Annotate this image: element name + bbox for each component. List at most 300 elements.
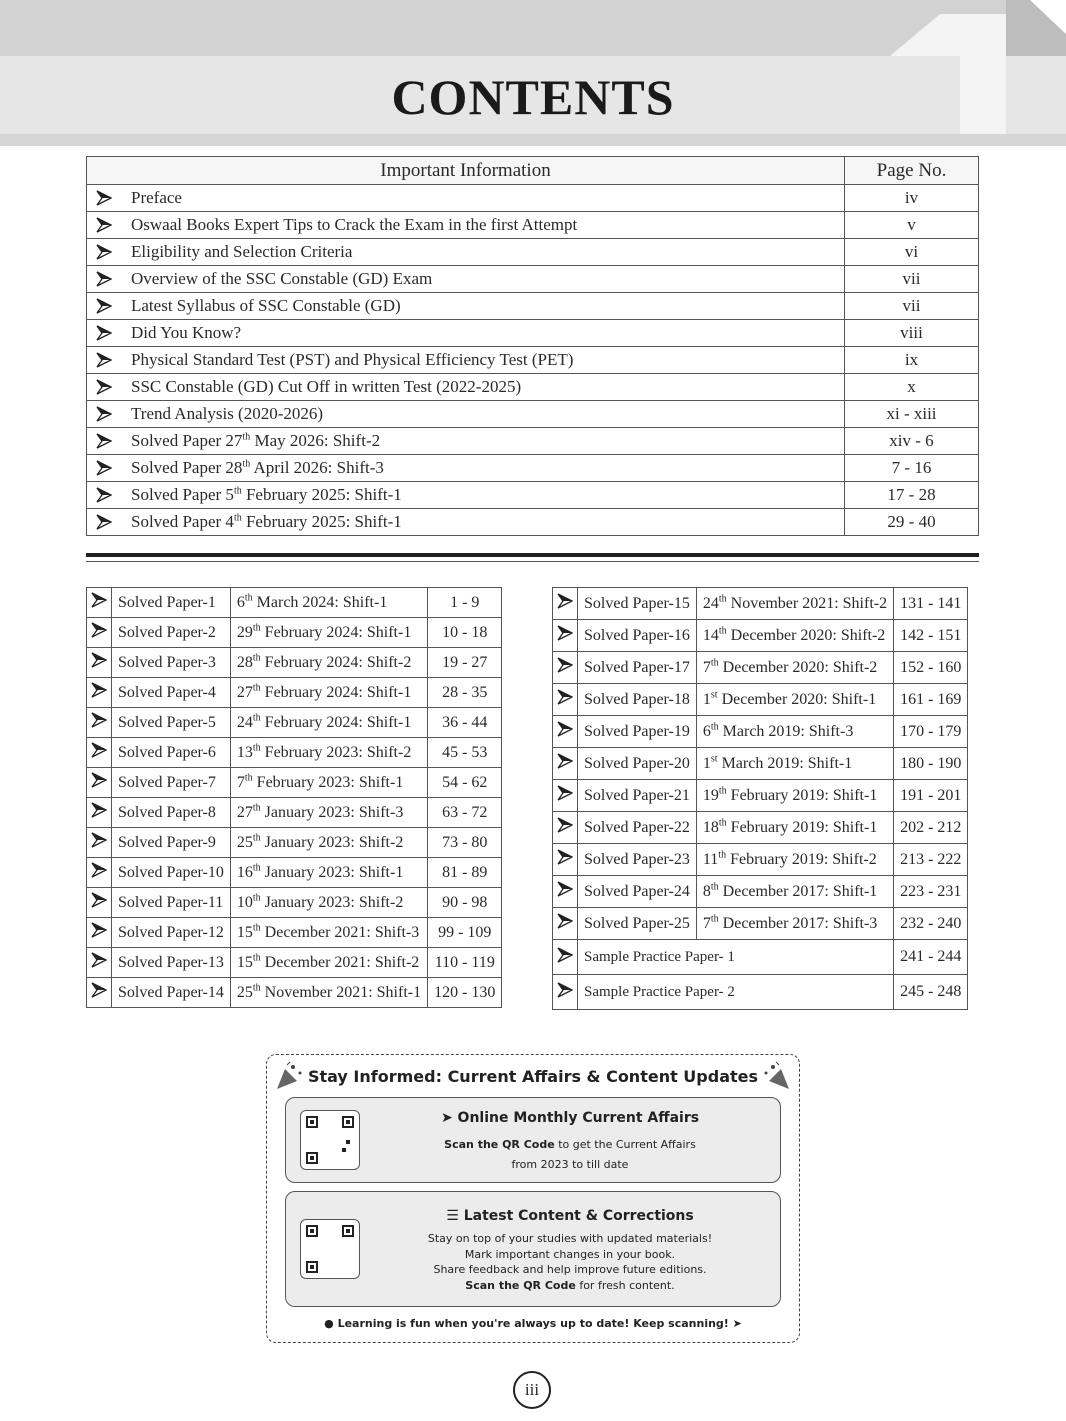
- paper-row: [553, 620, 968, 652]
- arrow-bullet-icon: [91, 772, 107, 788]
- paper-day: 29: [236, 623, 253, 641]
- arrow-cell: [87, 918, 112, 948]
- paper-date-rest: November 2021: Shift-1: [260, 983, 422, 1001]
- page-title: CONTENTS: [391, 69, 675, 125]
- paper-name: Solved Paper-25: [578, 908, 697, 940]
- arrow-cell: [87, 948, 112, 978]
- paper-pages: 142 - 151: [894, 620, 968, 652]
- paper-date-rest: February 2024: Shift-1: [260, 623, 412, 641]
- paper-day-suffix: th: [710, 657, 719, 669]
- row-title: [121, 509, 845, 536]
- latest-content-line3: Share feedback and help improve future editions.: [433, 1263, 707, 1276]
- scan-qr-bold-2: Scan the QR Code: [465, 1279, 576, 1292]
- paper-name: Solved Paper-2: [112, 618, 231, 648]
- papers-table-right: [552, 587, 968, 1010]
- row-title: [121, 482, 845, 509]
- paper-pages: 36 - 44: [428, 708, 502, 738]
- paper-day-suffix: st: [710, 753, 718, 765]
- current-affairs-title-wrap: [368, 1110, 772, 1126]
- paper-day: 25: [236, 983, 253, 1001]
- table-row: [87, 239, 979, 266]
- arrow-bullet-icon: [557, 817, 573, 833]
- row-title: [121, 428, 845, 455]
- table-row: [87, 509, 979, 536]
- paper-name: Solved Paper-22: [578, 812, 697, 844]
- arrow-cell: [553, 588, 578, 620]
- arrow-cell: [87, 401, 122, 428]
- arrow-bullet-icon: [96, 352, 112, 368]
- updates-box: [266, 1054, 800, 1343]
- row-title: [121, 212, 845, 239]
- page-number: iii: [513, 1371, 551, 1409]
- paper-name: Solved Paper-8: [112, 798, 231, 828]
- important-info-body: [87, 185, 979, 536]
- paper-day: 15: [236, 923, 253, 941]
- table-row: [87, 455, 979, 482]
- paper-pages: 170 - 179: [894, 716, 968, 748]
- paper-day-suffix: th: [718, 849, 727, 861]
- paper-row: [553, 876, 968, 908]
- paper-date-rest: December 2020: Shift-1: [717, 690, 877, 708]
- arrow-cell: [553, 876, 578, 908]
- arrow-bullet-icon: [557, 721, 573, 737]
- paper-pages: 120 - 130: [428, 978, 502, 1008]
- paper-day: 27: [236, 683, 253, 701]
- paper-day: 18: [702, 818, 719, 836]
- arrow-cell: [87, 428, 122, 455]
- arrow-bullet-icon: [96, 433, 112, 449]
- paper-date-rest: January 2023: Shift-1: [260, 863, 404, 881]
- arrow-cell: [87, 239, 122, 266]
- paper-date: [696, 876, 893, 908]
- paper-name: Solved Paper-10: [112, 858, 231, 888]
- paper-date-rest: December 2017: Shift-3: [718, 914, 878, 932]
- arrow-cell: [87, 708, 112, 738]
- paper-day-suffix: th: [252, 802, 261, 814]
- paper-row: [553, 780, 968, 812]
- paper-day-suffix: th: [252, 652, 261, 664]
- arrow-cell: [87, 212, 122, 239]
- paper-pages: 110 - 119: [428, 948, 502, 978]
- latest-content-line2: Mark important changes in your book.: [464, 1248, 676, 1261]
- paper-day: 7: [702, 914, 711, 932]
- row-page: v: [845, 212, 979, 239]
- arrow-cell: [87, 588, 112, 618]
- scan-qr-bold: Scan the QR Code: [444, 1138, 555, 1151]
- latest-content-panel: [285, 1191, 781, 1307]
- paper-name: Solved Paper-9: [112, 828, 231, 858]
- paper-row: [87, 888, 502, 918]
- arrow-cell: [87, 185, 122, 212]
- paper-date-rest: February 2023: Shift-1: [252, 773, 404, 791]
- paper-name: Solved Paper-6: [112, 738, 231, 768]
- arrow-cell: [87, 648, 112, 678]
- paper-day-suffix: th: [252, 982, 261, 994]
- paper-day-suffix: th: [244, 592, 253, 604]
- arrow-bullet-icon: [557, 947, 573, 963]
- paper-day: 14: [702, 626, 719, 644]
- paper-date-rest: January 2023: Shift-3: [260, 803, 404, 821]
- paper-date: [696, 908, 893, 940]
- arrow-cell: [553, 652, 578, 684]
- paper-pages: 19 - 27: [428, 648, 502, 678]
- paper-day-suffix: th: [718, 593, 727, 605]
- paper-name: Solved Paper-4: [112, 678, 231, 708]
- paper-day: 7: [702, 658, 711, 676]
- row-title: [121, 374, 845, 401]
- paper-date: [696, 844, 893, 876]
- paper-row: [553, 748, 968, 780]
- paper-day-suffix: th: [252, 862, 261, 874]
- paper-day: 15: [236, 953, 253, 971]
- arrow-bullet-icon: [96, 271, 112, 287]
- paper-date: [230, 978, 427, 1008]
- row-title: [121, 347, 845, 374]
- paper-name: Solved Paper-5: [112, 708, 231, 738]
- row-text-post: February 2025: Shift-1: [241, 512, 402, 531]
- arrow-bullet-icon: [96, 244, 112, 260]
- row-page: 7 - 16: [845, 455, 979, 482]
- paper-date-rest: December 2021: Shift-3: [260, 923, 420, 941]
- arrow-cell: [87, 978, 112, 1008]
- paper-day: 7: [236, 773, 245, 791]
- paper-day: 8: [702, 882, 711, 900]
- table-row: [87, 185, 979, 212]
- paper-date: [230, 888, 427, 918]
- paper-name: Solved Paper-21: [578, 780, 697, 812]
- arrow-bullet-icon: [557, 625, 573, 641]
- paper-pages: 45 - 53: [428, 738, 502, 768]
- arrow-cell: [553, 940, 578, 975]
- section-divider-thin: [86, 561, 979, 562]
- paper-date: [230, 678, 427, 708]
- row-text-post: May 2026: Shift-2: [250, 431, 381, 450]
- row-title: [121, 293, 845, 320]
- row-page: vii: [845, 266, 979, 293]
- paper-date-rest: March 2019: Shift-3: [718, 722, 854, 740]
- arrow-bullet-icon: [557, 689, 573, 705]
- paper-day-suffix: th: [252, 622, 261, 634]
- paper-name: Solved Paper-20: [578, 748, 697, 780]
- arrow-cell: [87, 455, 122, 482]
- row-text: Preface: [131, 188, 182, 207]
- arrow-bullet-icon: [96, 217, 112, 233]
- paper-date: [696, 652, 893, 684]
- row-page: 29 - 40: [845, 509, 979, 536]
- paper-row: [87, 648, 502, 678]
- paper-date: [230, 618, 427, 648]
- latest-content-line1: Stay on top of your studies with updated materials!: [427, 1232, 713, 1245]
- row-text-sup: th: [233, 485, 242, 497]
- row-page: xiv - 6: [845, 428, 979, 455]
- row-text-pre: Solved Paper 5: [131, 485, 234, 504]
- table-row: [87, 482, 979, 509]
- arrow-bullet-icon: [96, 487, 112, 503]
- arrow-bullet-icon: [96, 190, 112, 206]
- arrow-cell: [553, 908, 578, 940]
- paper-day-suffix: th: [252, 922, 261, 934]
- paper-pages: 191 - 201: [894, 780, 968, 812]
- paper-day-suffix: th: [252, 892, 261, 904]
- paper-date: [230, 858, 427, 888]
- important-info-table: [86, 156, 979, 536]
- table-row: [87, 266, 979, 293]
- practice-row: [553, 940, 968, 975]
- arrow-cell: [87, 374, 122, 401]
- paper-pages: 223 - 231: [894, 876, 968, 908]
- paper-day-suffix: th: [718, 625, 727, 637]
- arrow-bullet-icon: [557, 881, 573, 897]
- row-text: SSC Constable (GD) Cut Off in written Test (2022-2025): [131, 377, 522, 396]
- paper-day-suffix: th: [252, 682, 261, 694]
- paper-day-suffix: th: [252, 742, 261, 754]
- paper-date: [696, 588, 893, 620]
- arrow-cell: [87, 293, 122, 320]
- table-row: [87, 212, 979, 239]
- paper-pages: 10 - 18: [428, 618, 502, 648]
- practice-name: Sample Practice Paper- 1: [578, 940, 894, 975]
- paper-pages: 180 - 190: [894, 748, 968, 780]
- paper-pages: 99 - 109: [428, 918, 502, 948]
- arrow-cell: [87, 678, 112, 708]
- lightbulb-icon: ●: [324, 1317, 338, 1330]
- row-text: Physical Standard Test (PST) and Physical Efficiency Test (PET): [131, 350, 574, 369]
- paper-day-suffix: th: [710, 721, 719, 733]
- paper-row: [87, 588, 502, 618]
- paper-day: 1: [702, 690, 711, 708]
- paper-day-suffix: th: [710, 881, 719, 893]
- paper-day-suffix: th: [244, 772, 253, 784]
- row-text-post: April 2026: Shift-3: [250, 458, 384, 477]
- paper-date-rest: December 2020: Shift-2: [726, 626, 886, 644]
- paper-name: Solved Paper-13: [112, 948, 231, 978]
- paper-name: Solved Paper-12: [112, 918, 231, 948]
- arrow-bullet-icon: [91, 862, 107, 878]
- paper-row: [87, 828, 502, 858]
- paper-day: 13: [236, 743, 253, 761]
- paper-name: Solved Paper-1: [112, 588, 231, 618]
- arrow-cell: [87, 266, 122, 293]
- row-page: xi - xiii: [845, 401, 979, 428]
- arrow-cell: [87, 509, 122, 536]
- qr-code-latest-content[interactable]: [300, 1219, 360, 1279]
- arrow-bullet-icon: [557, 982, 573, 998]
- row-text: Overview of the SSC Constable (GD) Exam: [131, 269, 433, 288]
- arrow-bullet-icon: [91, 652, 107, 668]
- paper-day: 28: [236, 653, 253, 671]
- practice-pages: 241 - 244: [894, 940, 968, 975]
- row-text: Trend Analysis (2020-2026): [131, 404, 324, 423]
- row-text-pre: Solved Paper 4: [131, 512, 234, 531]
- paper-date: [230, 798, 427, 828]
- paper-date-rest: December 2017: Shift-1: [718, 882, 878, 900]
- row-text-sup: th: [242, 458, 251, 470]
- arrow-bullet-icon: [91, 682, 107, 698]
- paper-day: 24: [236, 713, 253, 731]
- paper-pages: 202 - 212: [894, 812, 968, 844]
- paper-name: Solved Paper-23: [578, 844, 697, 876]
- books-icon: ☰: [446, 1208, 464, 1224]
- paper-row: [87, 918, 502, 948]
- practice-row: [553, 975, 968, 1010]
- paper-name: Solved Paper-11: [112, 888, 231, 918]
- paper-day: 10: [236, 893, 253, 911]
- table-row: [87, 401, 979, 428]
- paper-date-rest: February 2024: Shift-1: [260, 713, 412, 731]
- paper-row: [553, 652, 968, 684]
- arrow-cell: [553, 975, 578, 1010]
- arrow-bullet-icon: [96, 460, 112, 476]
- paper-date: [230, 648, 427, 678]
- row-page: x: [845, 374, 979, 401]
- paper-date: [696, 780, 893, 812]
- paper-day-suffix: th: [718, 785, 727, 797]
- paper-row: [87, 948, 502, 978]
- paper-name: Solved Paper-24: [578, 876, 697, 908]
- row-page: ix: [845, 347, 979, 374]
- paper-date-rest: January 2023: Shift-2: [260, 893, 404, 911]
- latest-content-line4: [368, 1279, 772, 1292]
- arrow-bullet-icon: [557, 913, 573, 929]
- table-row: [87, 347, 979, 374]
- row-title: [121, 320, 845, 347]
- arrow-cell: [553, 716, 578, 748]
- arrow-cell: [87, 482, 122, 509]
- table-row: [87, 428, 979, 455]
- paper-pages: 81 - 89: [428, 858, 502, 888]
- paper-name: Solved Paper-3: [112, 648, 231, 678]
- papers-table-left: [86, 587, 502, 1008]
- paper-day: 27: [236, 803, 253, 821]
- paper-pages: 131 - 141: [894, 588, 968, 620]
- paper-day-suffix: th: [252, 832, 261, 844]
- paper-name: Solved Paper-19: [578, 716, 697, 748]
- header-page-no: Page No.: [845, 157, 979, 185]
- arrow-bullet-icon: [91, 742, 107, 758]
- table-header-row: [87, 157, 979, 185]
- updates-heading: Stay Informed: Current Affairs & Content Updates: [307, 1067, 759, 1086]
- row-text-post: February 2025: Shift-1: [241, 485, 402, 504]
- paper-date-rest: February 2024: Shift-1: [260, 683, 412, 701]
- paper-row: [553, 588, 968, 620]
- arrow-cell: [553, 812, 578, 844]
- current-affairs-panel: [285, 1097, 781, 1183]
- updates-footer: [267, 1317, 799, 1330]
- arrow-cell: [553, 844, 578, 876]
- arrow-bullet-icon: [96, 406, 112, 422]
- paper-date: [230, 948, 427, 978]
- row-text: Latest Syllabus of SSC Constable (GD): [131, 296, 401, 315]
- paper-day-suffix: th: [252, 712, 261, 724]
- arrow-bullet-icon: [91, 982, 107, 998]
- paper-row: [87, 798, 502, 828]
- paper-day: 16: [236, 863, 253, 881]
- paper-day: 6: [702, 722, 711, 740]
- arrow-bullet-icon: [91, 712, 107, 728]
- row-page: vii: [845, 293, 979, 320]
- paper-name: Solved Paper-15: [578, 588, 697, 620]
- arrow-bullet-icon: [91, 892, 107, 908]
- row-page: 17 - 28: [845, 482, 979, 509]
- arrow-bullet-icon: [91, 832, 107, 848]
- paper-name: Solved Paper-7: [112, 768, 231, 798]
- paper-row: [553, 844, 968, 876]
- paper-date-rest: February 2019: Shift-2: [726, 850, 877, 868]
- arrow-bullet-icon: [91, 592, 107, 608]
- header-important-info: Important Information: [87, 157, 845, 185]
- arrow-bullet-icon: [557, 657, 573, 673]
- row-page: viii: [845, 320, 979, 347]
- arrow-bullet-icon: [91, 922, 107, 938]
- paper-row: [87, 978, 502, 1008]
- paper-name: Solved Paper-18: [578, 684, 697, 716]
- arrow-cell: [87, 738, 112, 768]
- paper-row: [87, 858, 502, 888]
- paper-date: [696, 716, 893, 748]
- paper-pages: 213 - 222: [894, 844, 968, 876]
- latest-content-title-wrap: [368, 1208, 772, 1224]
- arrow-bullet-icon: [96, 325, 112, 341]
- paper-row: [553, 812, 968, 844]
- paper-day: 11: [702, 850, 719, 868]
- paper-date: [230, 738, 427, 768]
- paper-pages: 28 - 35: [428, 678, 502, 708]
- arrow-bullet-icon: [557, 753, 573, 769]
- row-page: vi: [845, 239, 979, 266]
- paper-row: [87, 618, 502, 648]
- qr-code-current-affairs[interactable]: [300, 1110, 360, 1170]
- row-title: [121, 185, 845, 212]
- paper-date-rest: February 2019: Shift-1: [726, 818, 878, 836]
- arrow-bullet-icon: [96, 514, 112, 530]
- arrow-cell: [553, 620, 578, 652]
- arrow-cell: [87, 888, 112, 918]
- latest-content-line4-rest: for fresh content.: [575, 1279, 675, 1292]
- rocket-icon-footer: ➤: [728, 1317, 742, 1330]
- paper-date: [696, 620, 893, 652]
- row-title: [121, 401, 845, 428]
- paper-pages: 232 - 240: [894, 908, 968, 940]
- paper-date-rest: December 2020: Shift-2: [718, 658, 878, 676]
- paper-date-rest: December 2021: Shift-2: [260, 953, 420, 971]
- paper-row: [553, 908, 968, 940]
- paper-pages: 152 - 160: [894, 652, 968, 684]
- row-title: [121, 239, 845, 266]
- row-title: [121, 455, 845, 482]
- arrow-bullet-icon: [96, 298, 112, 314]
- paper-date-rest: January 2023: Shift-2: [260, 833, 404, 851]
- paper-date: [696, 684, 893, 716]
- row-page: iv: [845, 185, 979, 212]
- arrow-cell: [87, 347, 122, 374]
- paper-date-rest: February 2023: Shift-2: [260, 743, 412, 761]
- paper-day-suffix: st: [710, 689, 718, 701]
- row-text-pre: Solved Paper 27: [131, 431, 243, 450]
- row-text-pre: Solved Paper 28: [131, 458, 243, 477]
- arrow-cell: [87, 768, 112, 798]
- paper-row: [87, 768, 502, 798]
- paper-pages: 90 - 98: [428, 888, 502, 918]
- arrow-cell: [553, 748, 578, 780]
- paper-day-suffix: th: [718, 817, 727, 829]
- current-affairs-line2: from 2023 to till date: [511, 1158, 629, 1171]
- paper-day: 24: [702, 594, 719, 612]
- paper-row: [87, 678, 502, 708]
- practice-name: Sample Practice Paper- 2: [578, 975, 894, 1010]
- paper-day-suffix: th: [710, 913, 719, 925]
- section-divider-thick: [86, 553, 979, 557]
- row-text: Eligibility and Selection Criteria: [131, 242, 353, 261]
